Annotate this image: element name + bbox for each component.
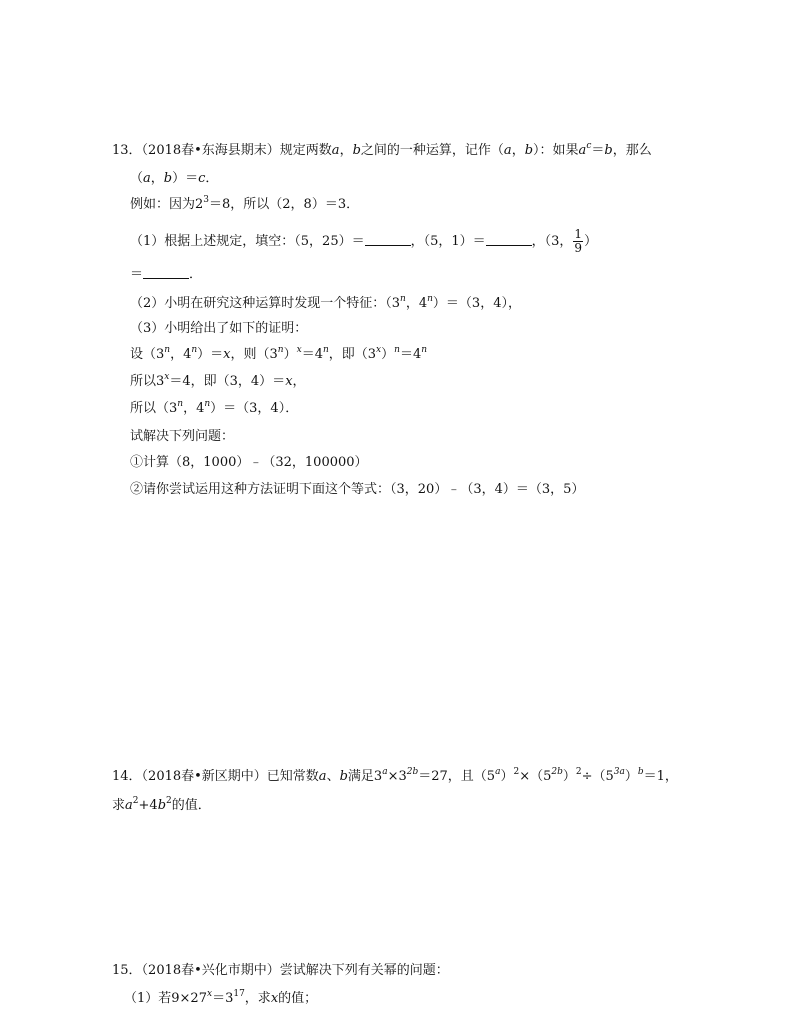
proof-text: ，即（3 [328, 347, 377, 362]
then-text: ，那么 [612, 143, 652, 158]
part2-mid: ，4 [405, 296, 428, 311]
q14-text: ×（5 [519, 769, 552, 784]
q15-part1 [124, 990, 317, 1008]
var-b: b [157, 798, 167, 813]
equals: ＝ [591, 143, 605, 158]
exponent: a [382, 767, 388, 777]
q14-text: ） [624, 769, 638, 784]
exponent-x: x [164, 372, 170, 382]
q15-text: ＝3 [212, 991, 234, 1006]
q13-proof-line1 [130, 346, 427, 364]
period: ． [205, 171, 219, 186]
proof-text: 所以（3 [130, 401, 178, 416]
q13-task1 [130, 454, 368, 472]
task-text: 试解决下列问题： [130, 429, 235, 444]
q13-task2 [130, 481, 584, 499]
exponent: 2b [551, 767, 563, 777]
proof-text: ，4 [170, 347, 192, 362]
exponent-n: n [191, 345, 198, 355]
exponent-n: n [177, 399, 184, 409]
example-post: ＝8，所以（2，8）＝3． [209, 197, 360, 212]
exponent-n: n [164, 345, 171, 355]
q14-line1 [112, 768, 678, 786]
exponent: 3a [613, 767, 625, 777]
var-b: b [604, 143, 613, 158]
comma: ， [339, 143, 353, 158]
q13-header-line [112, 142, 652, 160]
proof-text: ）＝ [197, 347, 224, 362]
var-a: a [318, 769, 327, 784]
header-tail2: ）：如果 [533, 143, 579, 158]
q15-header-line [112, 962, 449, 980]
q15-text: 的值； [278, 991, 318, 1006]
proof-text: ） [381, 347, 395, 362]
exponent-n: n [204, 399, 211, 409]
q13-part2 [130, 295, 521, 313]
exponent: a [495, 767, 501, 777]
q14-text: 求 [112, 798, 126, 813]
part2-end: ）＝（3，4）， [432, 296, 521, 311]
q14-text: ） [500, 769, 514, 784]
proof-text: ＝4，即（3，4）＝ [169, 374, 286, 389]
var-b: b [163, 171, 173, 186]
fraction-one-ninth [573, 228, 583, 255]
paren: （ [130, 171, 144, 186]
fraction-numerator: 1 [574, 227, 583, 241]
exponent-n: n [277, 345, 284, 355]
task1-text: ①计算（8，1000）﹣（32，100000） [130, 455, 368, 470]
q14-text: ×3 [387, 769, 407, 784]
q14-text: ＝1， [643, 769, 678, 784]
q14-text: +4 [138, 798, 158, 813]
q14-text: ＝27，且（5 [418, 769, 496, 784]
exponent-n: n [427, 294, 433, 304]
var-a: a [578, 143, 587, 158]
q13-part1-line2 [130, 266, 202, 284]
q13-header: 13．（2018春•东海县期末）规定两数 [112, 143, 332, 158]
var-b: b [352, 143, 361, 158]
q14-line2 [112, 797, 211, 815]
proof-text: ＝4 [301, 347, 323, 362]
fraction-denominator: 9 [574, 241, 583, 255]
answer-blank[interactable] [365, 233, 411, 246]
period: ． [189, 267, 203, 282]
q13-line2 [130, 170, 218, 188]
proof-text: ，则（3 [230, 347, 278, 362]
var-x: x [285, 374, 293, 389]
q13-part3 [130, 320, 307, 338]
part1-mid2: ，（3， [531, 234, 573, 249]
exponent-n: n [322, 345, 329, 355]
part3-text: （3）小明给出了如下的证明： [130, 321, 308, 336]
exponent-x: x [376, 345, 382, 355]
proof-text: ） [283, 347, 297, 362]
exponent: 2b [406, 767, 419, 777]
var-x: x [223, 347, 231, 362]
example-pre: 例如：因为2 [130, 197, 204, 212]
exponent: 2 [132, 796, 139, 806]
exponent: 2 [166, 796, 172, 806]
var-a: a [125, 798, 133, 813]
exponent: 17 [233, 989, 245, 999]
proof-text: 所以3 [130, 374, 165, 389]
exponent-n: n [394, 345, 400, 355]
var-x: x [270, 991, 279, 1006]
exponent-x: x [206, 989, 213, 999]
answer-blank[interactable] [143, 266, 189, 279]
exponent: b [637, 767, 644, 777]
equals: ＝ [130, 267, 144, 282]
header-tail: 之间的一种运算，记作（ [360, 143, 504, 158]
q15-text: （1）若9×27 [124, 991, 207, 1006]
q14-text: 14．（2018春•新区期中）已知常数 [112, 769, 319, 784]
q14-text: 、 [326, 769, 340, 784]
q14-text: 满足3 [347, 769, 383, 784]
comma: ， [150, 171, 164, 186]
exponent: 2 [575, 767, 582, 777]
part1-text: （1）根据上述规定，填空：（5，25）＝ [130, 234, 365, 249]
answer-blank[interactable] [486, 233, 532, 246]
exponent-n: n [421, 345, 428, 355]
q15-text: ，求 [244, 991, 271, 1006]
proof-text: ， [292, 374, 306, 389]
q13-task-header [130, 428, 234, 446]
paren: ） [584, 234, 598, 249]
part2-pre: （2）小明在研究这种运算时发现一个特征：（3 [130, 296, 401, 311]
q15-header: 15．（2018春•兴化市期中）尝试解决下列有关幂的问题： [112, 963, 449, 978]
proof-text: ＝4 [399, 347, 422, 362]
q14-text: ） [562, 769, 576, 784]
example-exponent: 3 [203, 195, 210, 205]
part1-mid: ，（5，1）＝ [410, 234, 486, 249]
var-b: b [524, 143, 534, 158]
q13-proof-line2 [130, 373, 306, 391]
q14-text: 的值． [171, 798, 211, 813]
q13-part1 [130, 228, 597, 255]
q13-proof-line3 [130, 400, 298, 418]
exponent-x: x [296, 345, 302, 355]
exponent-n: n [400, 294, 406, 304]
q14-text: ÷（5 [581, 769, 614, 784]
var-c: c [198, 171, 206, 186]
exponent: 2 [513, 767, 520, 777]
var-b: b [339, 769, 348, 784]
exponent-c: c [586, 141, 592, 151]
var-a: a [143, 171, 151, 186]
proof-text: ，4 [183, 401, 205, 416]
paren-equals: ）＝ [172, 171, 199, 186]
q13-example [130, 196, 359, 214]
task2-text: ②请你尝试运用这种方法证明下面这个等式：（3，20）﹣（3，4）＝（3，5） [130, 482, 585, 497]
var-a: a [331, 143, 340, 158]
comma: ， [511, 143, 525, 158]
var-a: a [503, 143, 512, 158]
proof-text: 设（3 [130, 347, 165, 362]
proof-text: ）＝（3，4）． [210, 401, 299, 416]
